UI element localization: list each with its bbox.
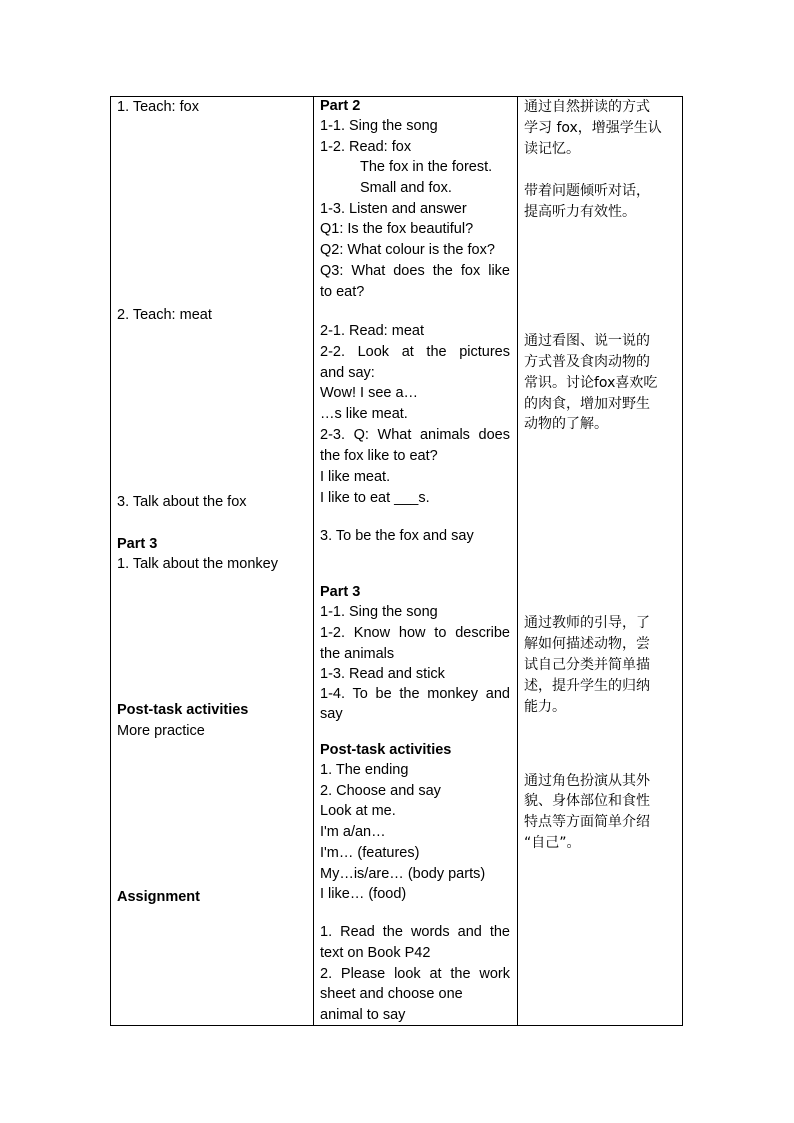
note-line: “自己”。 [524, 835, 581, 851]
step-line: and say: [320, 365, 375, 381]
step-line: 2-1. Read: meat [320, 323, 424, 339]
step-line: The fox in the forest. [360, 159, 493, 175]
step-line: 2-2. Look at the pictures [320, 344, 510, 360]
note-line: 提高听力有效性。 [524, 204, 636, 220]
fox-say-line: 3. To be the fox and say [320, 528, 474, 544]
note-line: 特点等方面简单介绍 [524, 814, 650, 830]
note-line: 解如何描述动物，尝 [524, 636, 650, 652]
part3-heading-col2: Part 3 [320, 584, 361, 600]
note-line: 读记忆。 [524, 141, 580, 157]
step-line: I like… (food) [320, 886, 407, 902]
step-line: text on Book P42 [320, 945, 431, 961]
note-line: 通过看图、说一说的 [524, 333, 650, 349]
step-line: I'm a/an… [320, 824, 386, 840]
note-line: 通过自然拼读的方式 [524, 99, 650, 115]
note-line: 通过角色扮演从其外 [524, 773, 650, 789]
step-line: Look at me. [320, 803, 396, 819]
step-line: 1-1. Sing the song [320, 118, 438, 134]
step-line: Q3: What does the fox like [320, 263, 510, 279]
step-line: I like to eat ___s. [320, 490, 430, 506]
column-divider [313, 97, 314, 1025]
more-practice-label: More practice [117, 723, 205, 739]
teach-meat-label: 2. Teach: meat [117, 307, 212, 323]
step-line: say [320, 706, 343, 722]
step-line: the fox like to eat? [320, 448, 438, 464]
note-line: 学习 fox，增强学生认 [524, 120, 662, 136]
step-line: Small and fox. [360, 180, 452, 196]
step-line: 1-3. Listen and answer [320, 201, 467, 217]
talk-monkey-label: 1. Talk about the monkey [117, 556, 278, 572]
note-line: 的肉食，增加对野生 [524, 396, 650, 412]
step-line: I'm… (features) [320, 845, 420, 861]
column-divider [517, 97, 518, 1025]
step-line: Q1: Is the fox beautiful? [320, 221, 474, 237]
note-line: 述，提升学生的归纳 [524, 678, 650, 694]
note-line: 试自己分类并简单描 [524, 657, 650, 673]
step-line: 1-1. Sing the song [320, 604, 438, 620]
note-line: 貌、身体部位和食性 [524, 793, 650, 809]
teach-fox-label: 1. Teach: fox [117, 99, 199, 115]
assignment-heading: Assignment [117, 889, 200, 905]
step-line: sheet and choose one [320, 986, 463, 1002]
step-line: the animals [320, 646, 395, 662]
step-line: animal to say [320, 1007, 406, 1023]
step-line: Q2: What colour is the fox? [320, 242, 495, 258]
note-line: 能力。 [524, 699, 566, 715]
part2-heading: Part 2 [320, 98, 361, 114]
step-line: 2. Please look at the work [320, 966, 510, 982]
part3-heading: Part 3 [117, 536, 158, 552]
step-line: Wow! I see a… [320, 385, 419, 401]
step-line: 1-2. Read: fox [320, 139, 412, 155]
post-task-heading: Post-task activities [117, 702, 249, 718]
note-line: 方式普及食肉动物的 [524, 354, 650, 370]
talk-fox-label: 3. Talk about the fox [117, 494, 247, 510]
step-line: 1-2. Know how to describe [320, 625, 510, 641]
step-line: 1. The ending [320, 762, 409, 778]
note-line: 带着问题倾听对话， [524, 183, 650, 199]
note-line: 动物的了解。 [524, 416, 608, 432]
note-line: 常识。讨论fox喜欢吃 [524, 375, 658, 391]
step-line: My…is/are… (body parts) [320, 866, 486, 882]
step-line: 1-3. Read and stick [320, 666, 445, 682]
step-line: to eat? [320, 284, 365, 300]
post-task-heading-col2: Post-task activities [320, 742, 452, 758]
step-line: …s like meat. [320, 406, 408, 422]
step-line: 1-4. To be the monkey and [320, 686, 510, 702]
step-line: I like meat. [320, 469, 391, 485]
note-line: 通过教师的引导，了 [524, 615, 650, 631]
step-line: 2-3. Q: What animals does [320, 427, 510, 443]
step-line: 2. Choose and say [320, 783, 441, 799]
step-line: 1. Read the words and the [320, 924, 510, 940]
